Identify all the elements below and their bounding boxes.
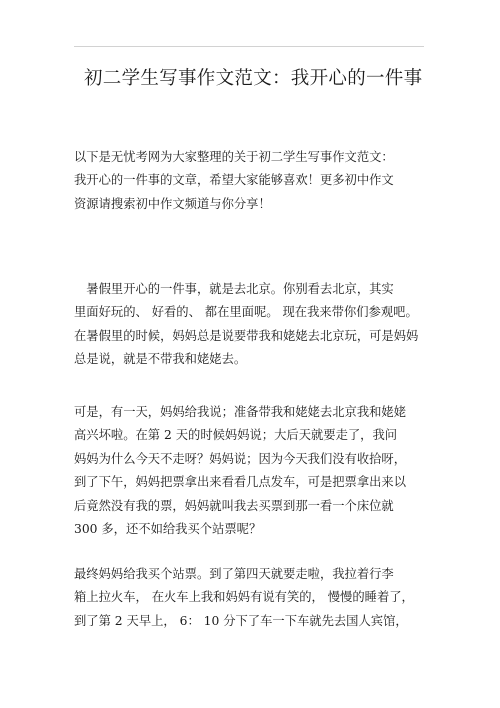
intro-paragraph	[74, 146, 434, 216]
text-line: 到了下午，妈妈把票拿出来看看几点发车，可是把票拿出来以	[74, 475, 407, 490]
text-line: 最终妈妈给我买个站票。到了第四天就要走啦，我拉着行李	[74, 567, 394, 581]
text-line: 我开心的一件事的文章，希望大家能够喜欢！更多初中作文	[74, 173, 394, 188]
text-line: 里面好玩的、 好看的、 都在里面呢。 现在我来带你们参观吧。	[74, 305, 418, 320]
body-paragraph-1	[74, 278, 434, 372]
text-line: 暑假里开心的一件事，就是去北京。你别看去北京，其实	[74, 282, 394, 296]
text-line: 在暑假里的时候，妈妈总是说要带我和姥姥去北京玩，可是妈妈	[74, 328, 419, 343]
document-title: 初二学生写事作文范文：我开心的一件事	[84, 68, 423, 89]
text-line: 妈妈为什么今天不走呀？妈妈说；因为今天我们没有收拾呀，	[74, 451, 407, 466]
text-line: 300 多，还不如给我买个站票呢？	[74, 522, 262, 537]
body-paragraph-3	[74, 563, 434, 633]
text-line: 可是，有一天，妈妈给我说；准备带我和姥姥去北京我和姥姥	[74, 405, 407, 419]
text-line: 总是说，就是不带我和姥姥去。	[74, 352, 247, 367]
text-line: 到了第 2 天早上， 6： 10 分下了车一下车就先去国人宾馆，	[74, 613, 408, 628]
text-line: 后竟然没有我的票，妈妈就叫我去买票到那一看一个床位就	[74, 498, 394, 513]
text-line: 以下是无忧考网为大家整理的关于初二学生写事作文范文：	[74, 150, 394, 164]
text-line: 资源请搜索初中作文频道与你分享！	[74, 196, 271, 211]
header-divider	[74, 46, 424, 47]
body-paragraph-2	[74, 401, 434, 541]
text-line: 高兴坏啦。在第 2 天的时候妈妈说；大后天就要走了，我问	[74, 428, 398, 443]
text-line: 箱上拉火车， 在火车上我和妈妈有说有笑的， 慢慢的睡着了，	[74, 590, 414, 605]
